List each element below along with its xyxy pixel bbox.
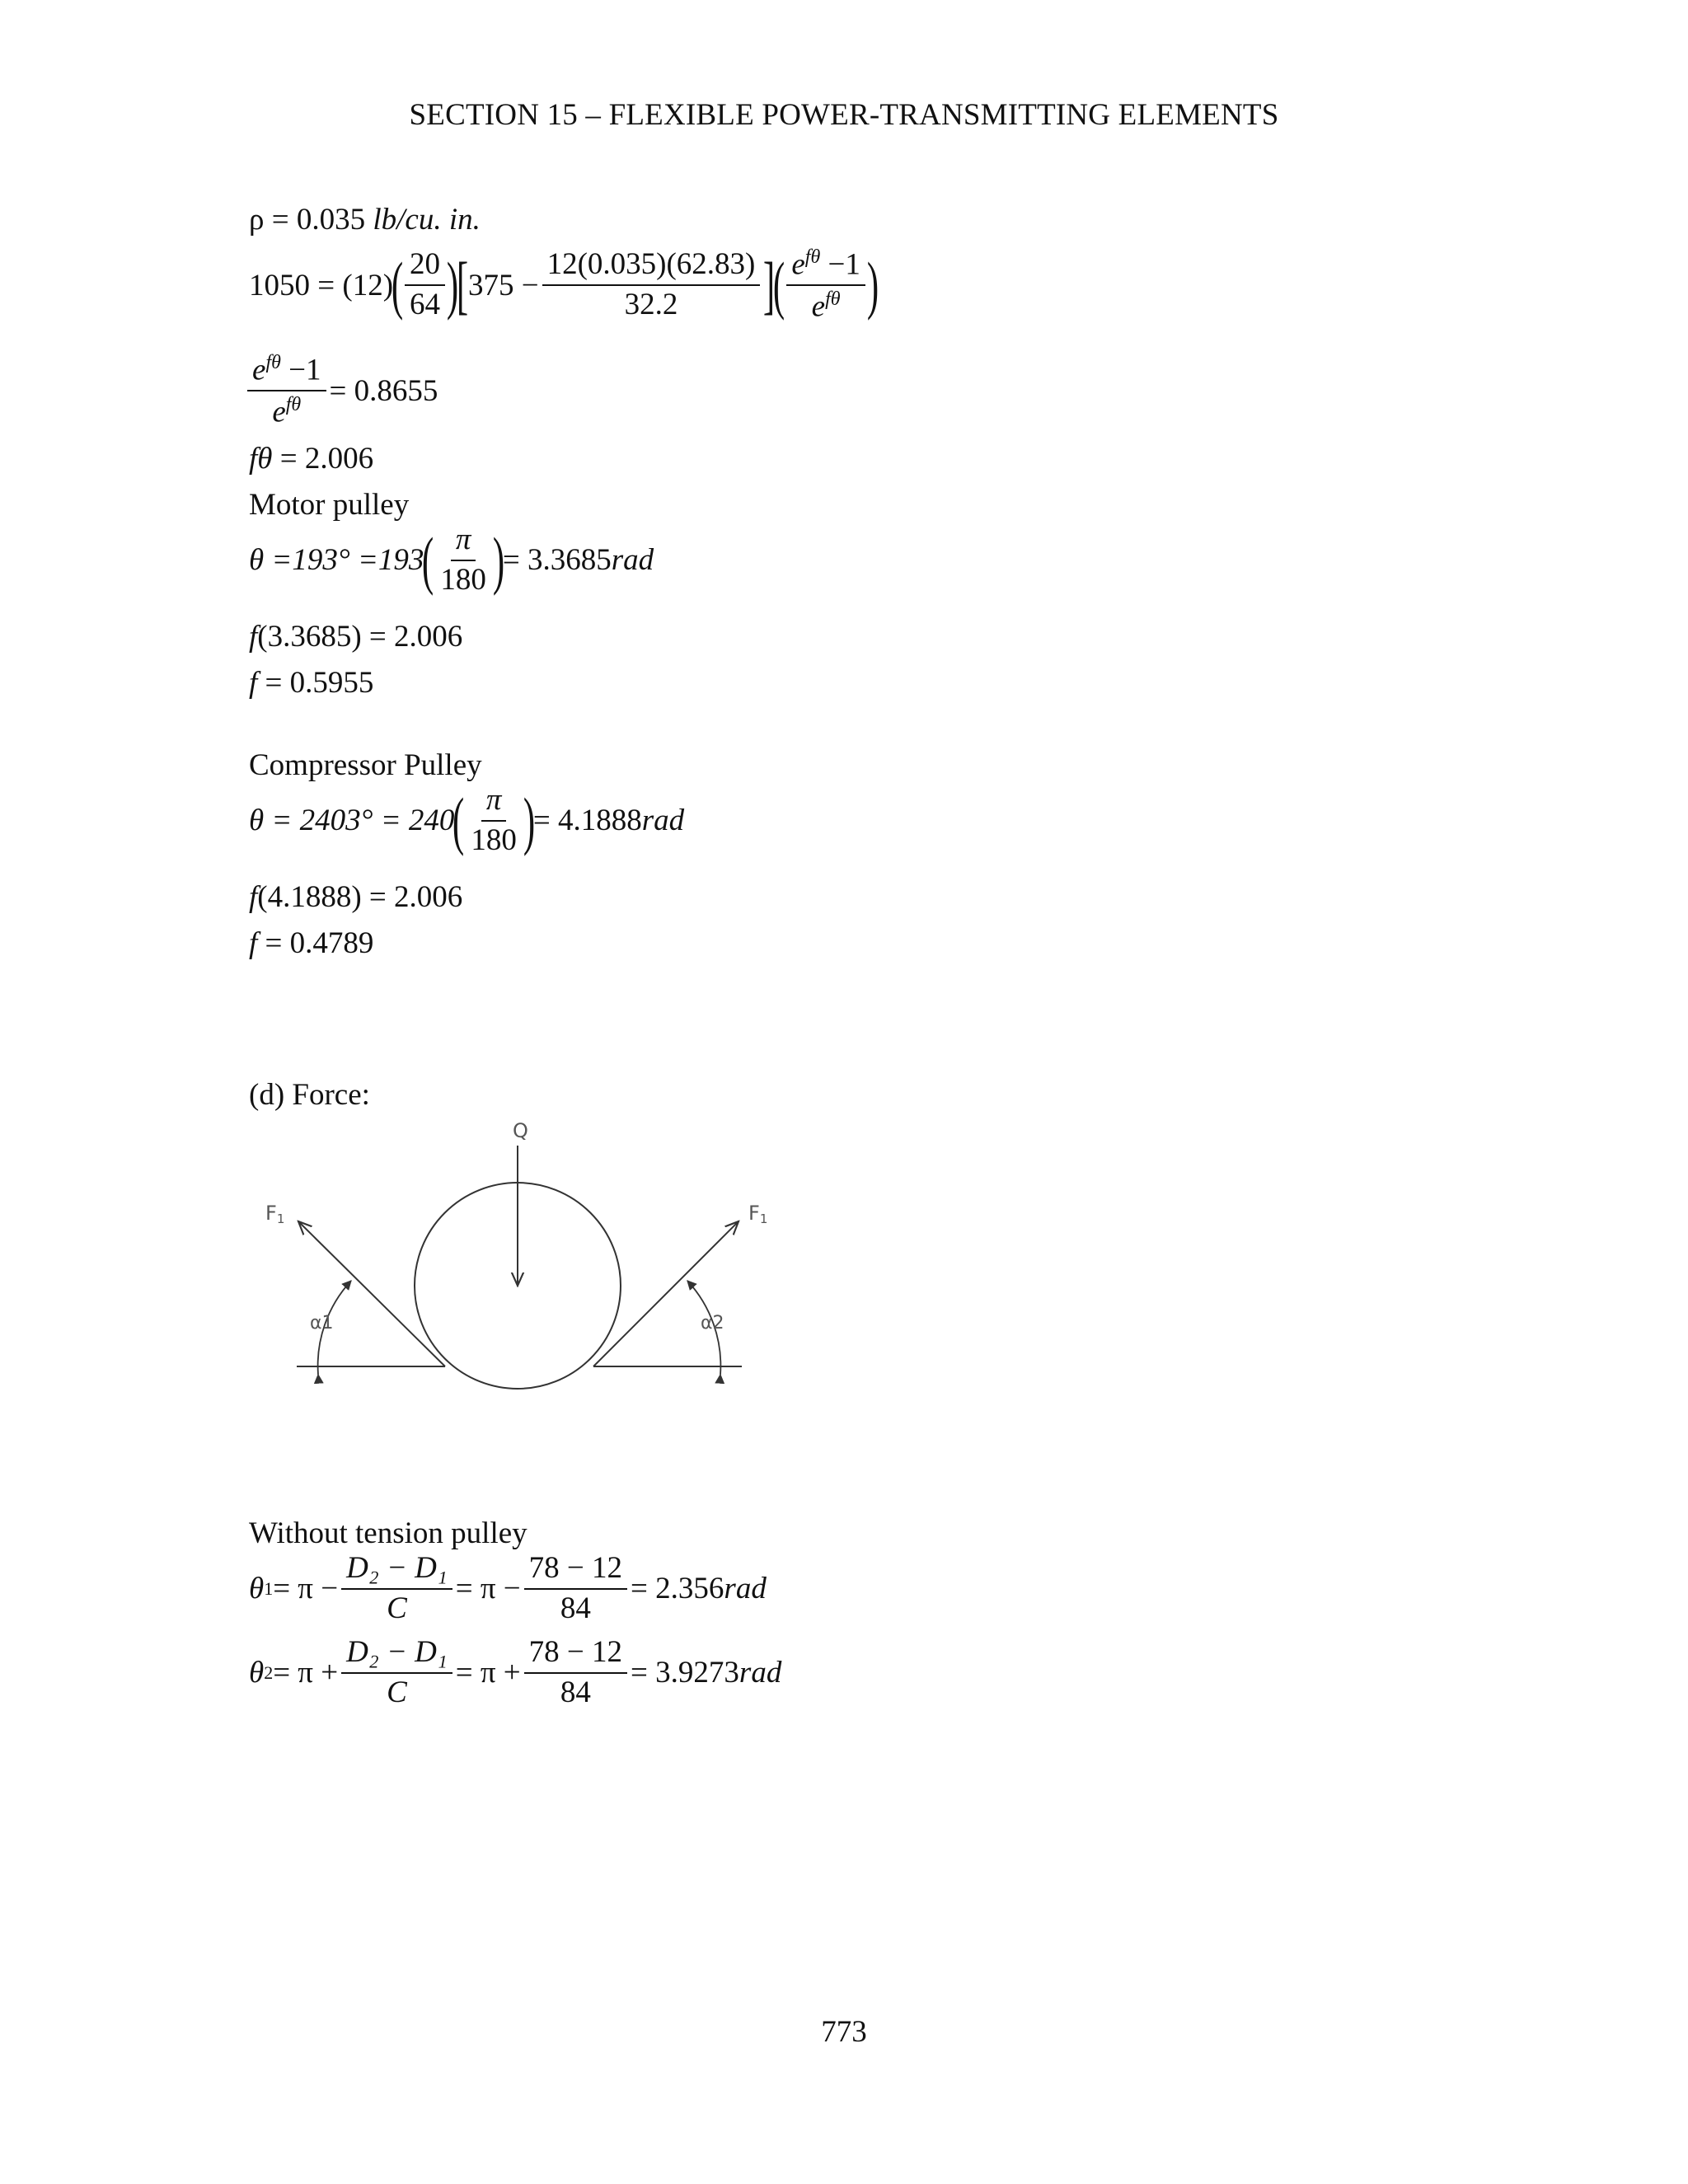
paren-group-1 xyxy=(393,249,457,321)
eq1050-lhs: 1050 = (12) xyxy=(249,268,394,302)
fraction-density-term xyxy=(542,249,761,321)
ratio-equation xyxy=(244,353,438,429)
frac-num xyxy=(481,785,507,822)
page-number: 773 xyxy=(821,2015,867,2049)
frac-num: 12(0.035)(62.83) xyxy=(542,249,761,286)
compressor-heading: Compressor Pulley xyxy=(249,748,482,782)
left-paren: ( xyxy=(391,249,404,321)
compressor-theta-rhs: = 4.1888 xyxy=(532,804,642,838)
frac-den: C xyxy=(387,1591,407,1625)
frac-den: 64 xyxy=(410,288,440,322)
alpha1-label: α1 xyxy=(310,1313,334,1333)
frac-den: 32.2 xyxy=(624,288,678,322)
theta-subscript: 1 xyxy=(264,1577,274,1599)
paren-group xyxy=(452,783,536,857)
pi-symbol: π xyxy=(485,783,502,817)
paren-group-2 xyxy=(775,247,877,323)
right-paren: ) xyxy=(446,249,459,321)
left-paren: ( xyxy=(773,249,785,321)
exp-tail: −1 xyxy=(820,247,860,282)
exp-base: e xyxy=(791,247,805,282)
compressor-f-equation xyxy=(249,882,462,912)
density-unit: lb/cu. in. xyxy=(373,203,481,237)
frac-num xyxy=(786,247,865,286)
motor-f-val: = 0.5955 xyxy=(257,666,374,700)
fraction-numeric xyxy=(524,1637,627,1709)
unit-rad: rad xyxy=(738,1656,782,1690)
density-line xyxy=(249,204,481,235)
frac-den xyxy=(807,286,846,323)
pi-symbol: π xyxy=(455,523,471,556)
exp-base: e xyxy=(811,289,826,324)
operator: = π + xyxy=(273,1656,339,1690)
f-symbol: f xyxy=(249,666,258,700)
f1-right-label: F1 xyxy=(748,1202,768,1226)
ratio-rhs: = 0.8655 xyxy=(329,373,438,408)
theta2-rhs: = 3.9273 xyxy=(631,1656,739,1690)
frac-den: 84 xyxy=(560,1675,591,1709)
compressor-theta-equation xyxy=(249,785,684,857)
exp-sup: fθ xyxy=(804,246,821,268)
without-heading: Without tension pulley xyxy=(249,1516,528,1550)
operator: = π − xyxy=(455,1572,521,1606)
unit-rad: rad xyxy=(724,1572,767,1606)
frac-num: 78 − 12 xyxy=(524,1553,627,1590)
exp-base: e xyxy=(272,395,286,429)
f1-right-arrow xyxy=(593,1221,738,1366)
theta1-equation xyxy=(249,1553,767,1625)
frac-den: 84 xyxy=(560,1591,591,1625)
ftheta-rhs: = 2.006 xyxy=(272,442,374,476)
left-paren: ( xyxy=(422,523,434,596)
f-symbol: f xyxy=(249,620,258,654)
right-paren: ) xyxy=(523,784,536,856)
frac-num: 78 − 12 xyxy=(524,1637,627,1674)
pi-over-180 xyxy=(466,785,522,857)
theta2-equation xyxy=(249,1637,781,1709)
operator: = π + xyxy=(455,1656,521,1690)
f-symbol: f xyxy=(249,926,258,960)
frac-num xyxy=(247,353,326,391)
frac-den: 180 xyxy=(440,562,486,597)
frac-den: C xyxy=(387,1675,407,1709)
fraction-exp xyxy=(786,247,865,323)
motor-theta-equation xyxy=(249,524,654,597)
theta-symbol: θ xyxy=(249,1656,265,1690)
left-paren: ( xyxy=(452,784,465,856)
exp-tail: −1 xyxy=(280,353,321,387)
left-bracket: [ xyxy=(456,249,469,321)
fraction-d-over-c xyxy=(341,1553,452,1625)
frac-num: D₂ − D₁ xyxy=(341,1553,452,1590)
q-label: Q xyxy=(513,1119,528,1142)
frac-den xyxy=(267,391,306,429)
compressor-theta-lhs: θ = 2403° = 240 xyxy=(249,804,455,838)
theta-subscript: 2 xyxy=(264,1661,274,1683)
f1-left-label: F1 xyxy=(265,1202,285,1226)
motor-f-value xyxy=(249,668,373,698)
exp-base: e xyxy=(252,353,266,387)
ftheta-lhs: fθ xyxy=(249,442,273,476)
exp-sup: fθ xyxy=(285,394,302,416)
compressor-f-eq: (4.1888) = 2.006 xyxy=(257,880,463,914)
equation-1050 xyxy=(249,247,877,323)
right-paren: ) xyxy=(866,249,879,321)
eq1050-mid: 375 − xyxy=(467,268,539,302)
fraction-d-over-c xyxy=(341,1637,452,1709)
exp-sup: fθ xyxy=(825,288,841,311)
ftheta-line xyxy=(249,443,373,474)
unit-rad: rad xyxy=(611,543,654,578)
fraction-20-64 xyxy=(405,249,445,321)
pulley-force-diagram xyxy=(247,1104,775,1418)
section-header: SECTION 15 – FLEXIBLE POWER-TRANSMITTING ELEMENTS xyxy=(409,98,1279,132)
paren-group xyxy=(422,523,505,597)
motor-f-equation xyxy=(249,621,462,652)
alpha2-label: α2 xyxy=(701,1313,724,1333)
exp-sup: fθ xyxy=(265,352,281,373)
frac-num: 20 xyxy=(405,249,445,286)
pi-over-180 xyxy=(435,524,491,597)
frac-den: 180 xyxy=(471,823,517,857)
motor-theta-lhs: θ =193° =193 xyxy=(249,543,424,578)
fraction-numeric xyxy=(524,1553,627,1625)
ratio-fraction xyxy=(247,353,326,429)
compressor-f-val: = 0.4789 xyxy=(257,926,374,960)
compressor-f-value xyxy=(249,928,373,958)
density-lhs: ρ = 0.035 xyxy=(249,203,373,237)
frac-num xyxy=(451,524,476,561)
motor-f-eq: (3.3685) = 2.006 xyxy=(257,620,463,654)
force-heading: (d) Force: xyxy=(249,1078,370,1112)
motor-heading: Motor pulley xyxy=(249,488,410,522)
frac-num: D₂ − D₁ xyxy=(341,1637,452,1674)
right-bracket: ] xyxy=(763,249,776,321)
unit-rad: rad xyxy=(641,804,685,838)
motor-theta-rhs: = 3.3685 xyxy=(502,543,612,578)
theta-symbol: θ xyxy=(249,1572,265,1606)
f-symbol: f xyxy=(249,880,258,914)
operator: = π − xyxy=(273,1572,339,1606)
theta1-rhs: = 2.356 xyxy=(631,1572,724,1606)
right-paren: ) xyxy=(492,523,505,596)
